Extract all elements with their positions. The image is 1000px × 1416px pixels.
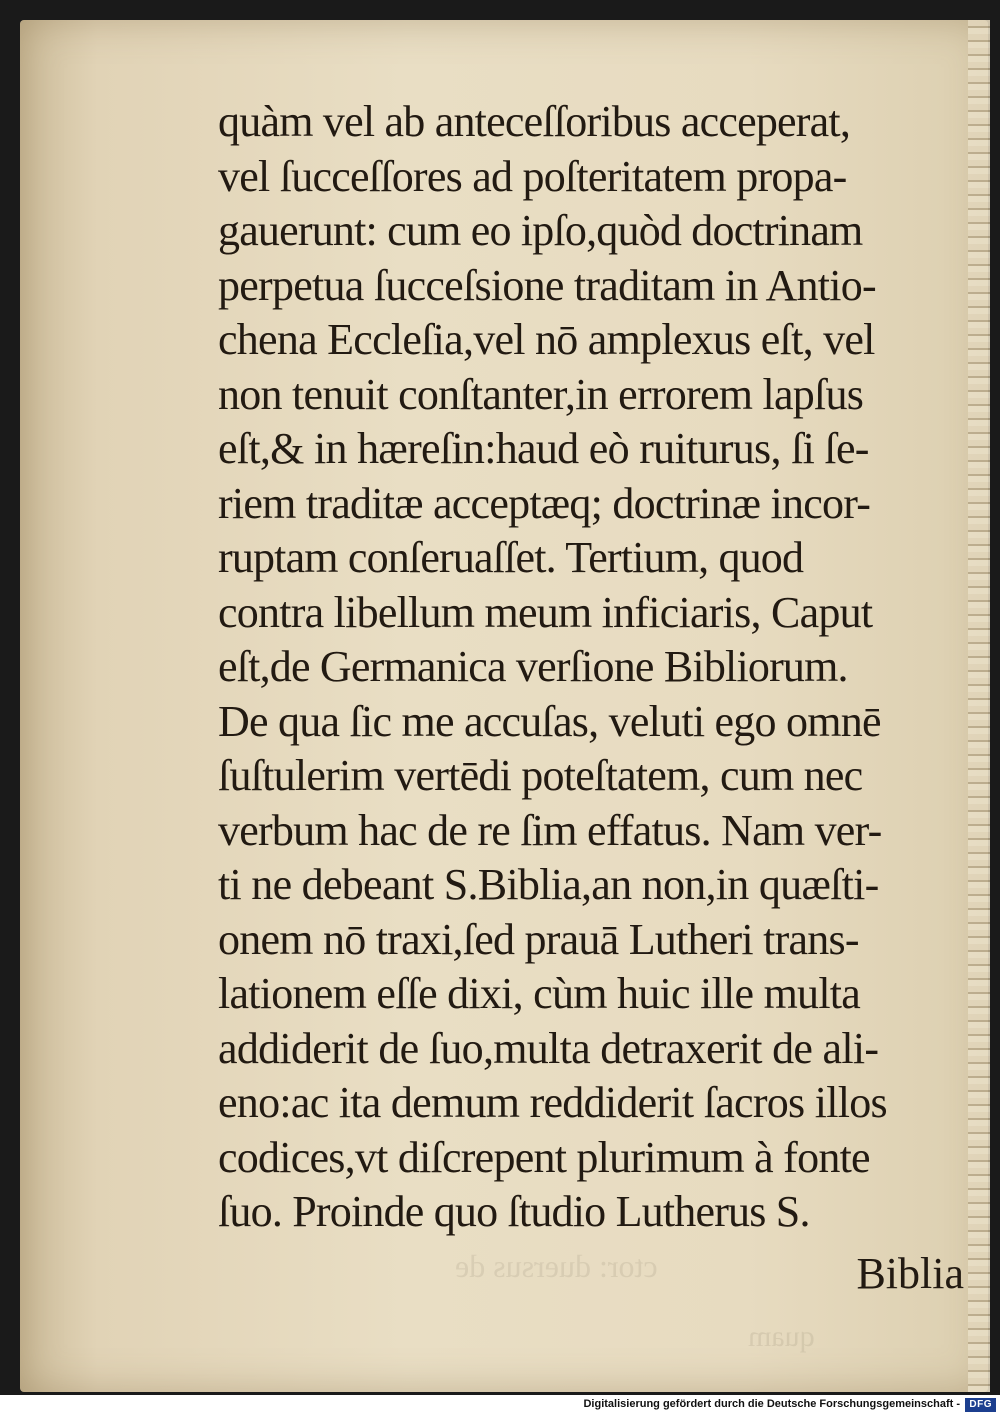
- text-line: non tenuit conſtanter,in errorem lapſus: [218, 369, 864, 419]
- text-line: ti ne debeant S.Biblia,an non,in quæſti-: [218, 860, 879, 909]
- catchword: Biblia: [856, 1249, 964, 1298]
- text-line: eſt,& in hæreſin:haud eò ruiturus, ſi ſe-: [218, 424, 869, 473]
- show-through-text: ctor: duersus de quam: [455, 1248, 815, 1353]
- text-line: quàm vel ab anteceſſoribus acceperat,: [218, 97, 851, 146]
- funding-credit: Digitalisierung gefördert durch die Deutsche Forschungsgemeinschaft -: [583, 1398, 960, 1410]
- text-line: onem nō traxi,ſed prauā Lutheri trans-: [218, 914, 859, 964]
- text-line: chena Eccleſia,vel nō amplexus eſt, vel: [218, 315, 875, 364]
- text-line: codices,vt diſcrepent plurimum à fonte: [218, 1132, 870, 1182]
- text-line: eſt,de Germanica verſione Bibliorum.: [218, 642, 848, 691]
- text-line: riem traditæ acceptæq; doctrinæ incor-: [218, 478, 871, 528]
- text-line: verbum hac de re ſim effatus. Nam ver-: [218, 805, 882, 855]
- text-line: vel ſucceſſores ad poſteritatem propa-: [218, 151, 847, 201]
- text-line: addiderit de ſuo,multa detraxerit de ali-: [218, 1023, 879, 1073]
- text-line: gauerunt: cum eo ipſo,quòd doctrinam: [218, 206, 863, 255]
- body-text: [218, 95, 968, 1240]
- text-line: eno:ac ita demum reddiderit ſacros illos: [218, 1078, 887, 1127]
- text-line: lationem eſſe dixi, cùm huic ille multa: [218, 969, 861, 1018]
- text-line: perpetua ſucceſsione traditam in Antio-: [218, 260, 876, 310]
- dfg-logo: DFG: [965, 1398, 996, 1412]
- text-line: ruptam conſeruaſſet. Tertium, quod: [218, 533, 804, 582]
- text-line: contra libellum meum inficiaris, Caput: [218, 587, 873, 637]
- text-line: ſuo. Proinde quo ſtudio Lutherus S.: [218, 1187, 810, 1236]
- text-line: ſuſtulerim vertēdi poteſtatem, cum nec: [218, 751, 863, 800]
- text-line: De qua ſic me accuſas, veluti ego omnē: [218, 696, 881, 746]
- footer-bar: [0, 1395, 1000, 1416]
